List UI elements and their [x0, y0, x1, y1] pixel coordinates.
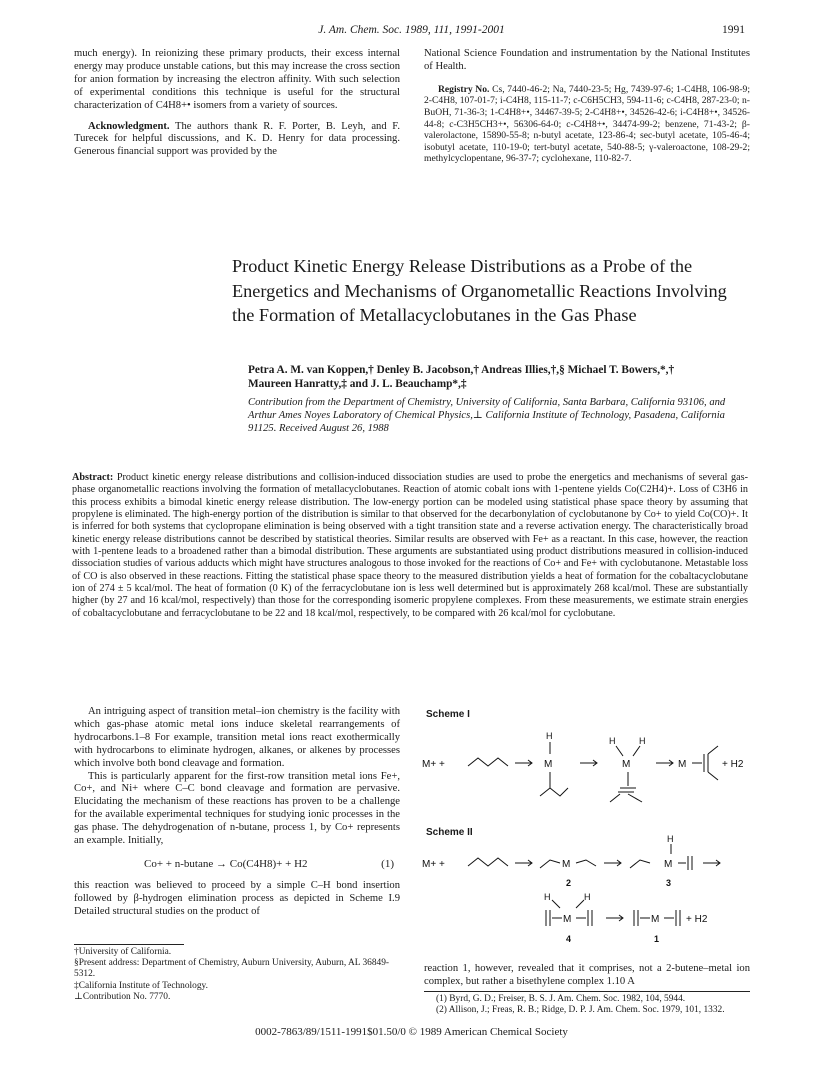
journal-citation: J. Am. Chem. Soc. 1989, 111, 1991-2001 [318, 24, 505, 36]
scheme-1-diagram [420, 716, 750, 816]
prev-article-left [74, 48, 400, 159]
article-title: Product Kinetic Energy Release Distributions as a Probe of the Energetics and Mechanisms of Organometallic Reactions Involving the Formation of Metallacyclobutanes in the Gas Phase [232, 256, 727, 325]
scheme-text: M [622, 759, 631, 770]
footnote: §Present address: Department of Chemistry, Auburn University, Auburn, AL 36849-5312. [74, 958, 390, 980]
compound-number: 4 [566, 934, 572, 944]
scheme-text: H [546, 731, 553, 741]
scheme-1-label: Scheme I [426, 709, 470, 720]
equation-number: (1) [381, 857, 394, 870]
equation-text: Co+ + n-butane → Co(C4H8)+ + H2 [144, 857, 308, 870]
reference: (2) Allison, J.; Freas, R. B.; Ridge, D. P. J. Am. Chem. Soc. 1979, 101, 1332. [436, 1005, 725, 1016]
affiliation: Contribution from the Department of Chemistry, University of California, Santa Barbara, California 93106, and Arthur Ames Noyes Laboratory of Chemical Physics,⊥ California Institute of Technology, Pasadena, California 91125. Received August 26, 1988 [248, 397, 726, 434]
prev-article-paragraph-right: National Science Foundation and instrumentation by the National Institutes of Health. [424, 48, 750, 72]
scheme-2-label: Scheme II [426, 827, 473, 838]
references [424, 994, 750, 1016]
scheme-text: H [544, 892, 551, 902]
author-list: Petra A. M. van Koppen,† Denley B. Jacobson,† Andreas Illies,†,§ Michael T. Bowers,*,† Maureen Hanratty,‡ and J. L. Beauchamp*,‡ [248, 364, 675, 390]
scheme-text: M+ + [422, 859, 445, 870]
body-left-column [74, 706, 400, 919]
scheme-text: H [667, 834, 674, 844]
alkene-zigzag [468, 758, 508, 766]
page-number: 1991 [722, 24, 745, 36]
scheme-text: H [584, 892, 591, 902]
body-paragraph: An intriguing aspect of transition metal–ion chemistry is the facility with which gas-phase atomic metal ions induce skeletal rearrangements of hydrocarbons.1–8 For example, transition metal ions react exothermically with hydrocarbons to eliminate hydrogen, alkanes, or alkenes by processes which involve both bond cleavage and formation. [74, 706, 400, 769]
equation [74, 854, 400, 880]
compound-number: 3 [666, 878, 672, 888]
abstract: Abstract: Product kinetic energy release distributions and collision-induced dissociation studies are used to probe the energetics and mechanisms of several gas-phase organometallic reactions involving the formation of metallacyclobutanes. Reaction of atomic cobalt ions with 1-pentene yields Co(C2H4)+. Loss of C3H6 in this process exhibits a bimodal kinetic energy release distribution. The low-energy portion can be modeled using statistical phase space theory by assuming that propylene is eliminated. The high-energy portion of the distribution is similar to that observed for the decarbonylation of cyclobutanone by Co+ to yield Co(CO)+. It is inferred for both systems that cyclopropane elimination is being observed with a tight transition state and a reverse activation energy. The characteristically broad kinetic energy release distributions cannot be described by statistical theories. Similar results are observed with Fe+ as a reactant. In this case, however, the reaction with 1-pentene leads to a broadened rather than a bimodal distribution. These arguments are substantiated using product distributions measured in collision-induced dissociation studies of various adducts which might have structures analogous to those invoked for the reactions of Co+ and Fe+ with cyclobutanone. Metastable loss of CO is also observed in these reactions. Fitting the statistical phase space theory to the measured distribution yields a heat of formation for the cobaltacyclobutane ion of 274 ± 5 kcal/mol. The heat of formation (0 K) of the ferracyclobutane ion is less well determined but is approximately 268 kcal/mol. These are substantially higher (by 27 and 16 kcal/mol, respectively) than those for the corresponding isomeric propylene complexes. From these measurements, we estimate strain energies of cobaltacyclobutane and ferracyclobutane to be 22 and 18 kcal/mol, respectively, to be compared with 26 kcal/mol for cyclobutane. [72, 472, 748, 619]
scheme-text: + H2 [686, 914, 708, 925]
scheme-text: M [651, 914, 660, 925]
body-paragraph: this reaction was believed to proceed by a simple C–H bond insertion followed by β-hydrogen elimination process as depicted in Scheme I.9 Detailed structural studies on the product of [74, 879, 400, 917]
scheme-text: M [678, 759, 687, 770]
footnote: ⊥Contribution No. 7770. [74, 991, 171, 1002]
scheme-text: H [639, 736, 646, 746]
scheme-text: H [609, 736, 616, 746]
scheme-text: M [544, 759, 553, 770]
prev-article-paragraph: much energy). In reionizing these primary products, their excess internal energy may produce unstable cations, but this may increase the cross section for anion formation by increasing the electron affinity. With such selection of experimental conditions this technique is useful for the structural characterization of C4H8+• isomers from a variety of sources. [74, 48, 400, 111]
references-rule [424, 991, 750, 992]
compound-number: 2 [566, 878, 572, 888]
compound-number: 1 [654, 934, 660, 944]
registry-numbers: Registry No. Cs, 7440-46-2; Na, 7440-23-5; Hg, 7439-97-6; 1-C4H8, 106-98-9; 2-C4H8, 107-01-7; i-C4H8, 115-11-7; c-C6H5CH3, 594-11-6; c-C4H8, 287-23-0; n-BuOH, 71-36-3; 1-C4H8+•, 34467-39-5; 2-C4H8+•, 34526-42-6; i-C4H8+•, 34526-44-8; c-C3H5CH3+•, 56306-64-0; c-C4H8+•, 34474-99-2; benzene, 71-43-2; β-valerolactone, 15890-55-8; n-butyl acetate, 123-86-4; sec-butyl acetate, 105-46-4; isobutyl acetate, 110-19-0; tert-butyl acetate, 540-88-5; γ-valeroactone, 108-29-2; methylcyclopentane, 96-37-7; cyclohexane, 110-82-7. [424, 83, 750, 165]
copyright-footer: 0002-7863/89/1511-1991$01.50/0 © 1989 American Chemical Society [255, 1026, 568, 1038]
footnote: †University of California. [74, 947, 172, 957]
scheme-2-diagram-row2 [540, 890, 760, 952]
scheme-text: M+ + [422, 759, 445, 770]
scheme-text: M [664, 859, 673, 870]
scheme-text: M [563, 914, 572, 925]
footnote: ‡California Institute of Technology. [74, 980, 208, 991]
body-paragraph: This is particularly apparent for the first-row transition metal ions Fe+, Co+, and Ni+ where C–C bond cleavage and formation are pervasive. Elucidating the mechanism of these reactions has proven to be a challenge for the available experimental techniques for studying ionic processes in the gas phase. The dehydrogenation of n-butane, process 1, by Co+ represents an example. Initially, [74, 770, 400, 847]
scheme-text: + H2 [722, 759, 744, 770]
acknowledgment: Acknowledgment. The authors thank R. F. Porter, B. Leyh, and F. Turecek for helpful discussions, and K. D. Henry for data processing. Generous financial support was provided by the [74, 120, 400, 158]
reference: (1) Byrd, G. D.; Freiser, B. S. J. Am. Chem. Soc. 1982, 104, 5944. [436, 994, 686, 1004]
alkane-zigzag [468, 858, 508, 866]
scheme-text: M [562, 859, 571, 870]
body-right-continuation: reaction 1, however, revealed that it comprises, not a 2-butene–metal ion complex, but rather a bisethylene complex 1.10 A [424, 963, 750, 987]
footnotes [74, 947, 400, 1003]
footnote-rule [74, 944, 184, 945]
prev-article-right [424, 48, 750, 165]
